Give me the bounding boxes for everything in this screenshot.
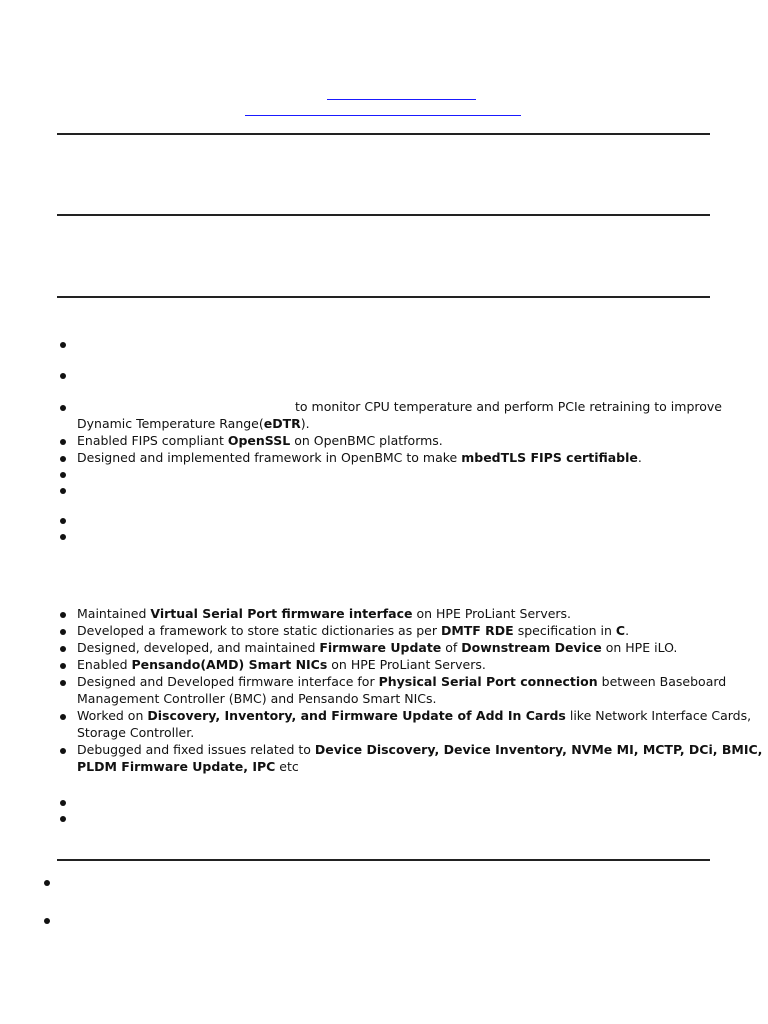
bullet <box>60 612 66 618</box>
bullet <box>60 342 66 348</box>
bullet <box>60 373 66 379</box>
fw-update-item: Designed, developed, and maintained Firmware Update of Downstream Device on HPE iLO. <box>77 640 678 655</box>
debug-item-line-1: Debugged and fixed issues related to Device Discovery, Device Inventory, NVMe MI, MCTP, DCi, BMIC, <box>77 742 763 757</box>
pensando-item: Enabled Pensando(AMD) Smart NICs on HPE ProLiant Servers. <box>77 657 486 672</box>
bullet <box>60 488 66 494</box>
bullet <box>60 405 66 411</box>
mbedtls-item: Designed and implemented framework in OpenBMC to make mbedTLS FIPS certifiable. <box>77 450 642 465</box>
psp-item-line-2: Management Controller (BMC) and Pensando Smart NICs. <box>77 691 437 706</box>
section-divider <box>57 133 710 135</box>
vsp-item: Maintained Virtual Serial Port firmware interface on HPE ProLiant Servers. <box>77 606 572 621</box>
psp-item-line-1: Designed and Developed firmware interface for Physical Serial Port connection between Baseboard <box>77 674 727 689</box>
email-link[interactable] <box>327 99 476 100</box>
bullet <box>44 918 50 924</box>
bullet <box>60 680 66 686</box>
edtr-line-2: Dynamic Temperature Range(eDTR). <box>77 416 310 431</box>
bullet <box>60 472 66 478</box>
rde-item: Developed a framework to store static dictionaries as per DMTF RDE specification in C. <box>77 623 630 638</box>
bullet <box>60 748 66 754</box>
bullet <box>60 646 66 652</box>
bullet <box>60 800 66 806</box>
bullet <box>60 714 66 720</box>
fips-item: Enabled FIPS compliant OpenSSL on OpenBMC platforms. <box>77 433 443 448</box>
bullet <box>60 534 66 540</box>
bullet <box>60 518 66 524</box>
bullet <box>60 663 66 669</box>
bullet <box>44 880 50 886</box>
bullet <box>60 816 66 822</box>
aic-item-line-2: Storage Controller. <box>77 725 195 740</box>
bullet <box>60 456 66 462</box>
profile-link[interactable] <box>245 115 521 116</box>
section-divider <box>57 214 710 216</box>
section-divider <box>57 296 710 298</box>
aic-item-line-1: Worked on Discovery, Inventory, and Firmware Update of Add In Cards like Network Interface Cards, <box>77 708 752 723</box>
edtr-line-1: to monitor CPU temperature and perform PCIe retraining to improve <box>295 399 722 414</box>
debug-item-line-2: PLDM Firmware Update, IPC etc <box>77 759 299 774</box>
bullet <box>60 629 66 635</box>
section-divider <box>57 859 710 861</box>
bullet <box>60 439 66 445</box>
